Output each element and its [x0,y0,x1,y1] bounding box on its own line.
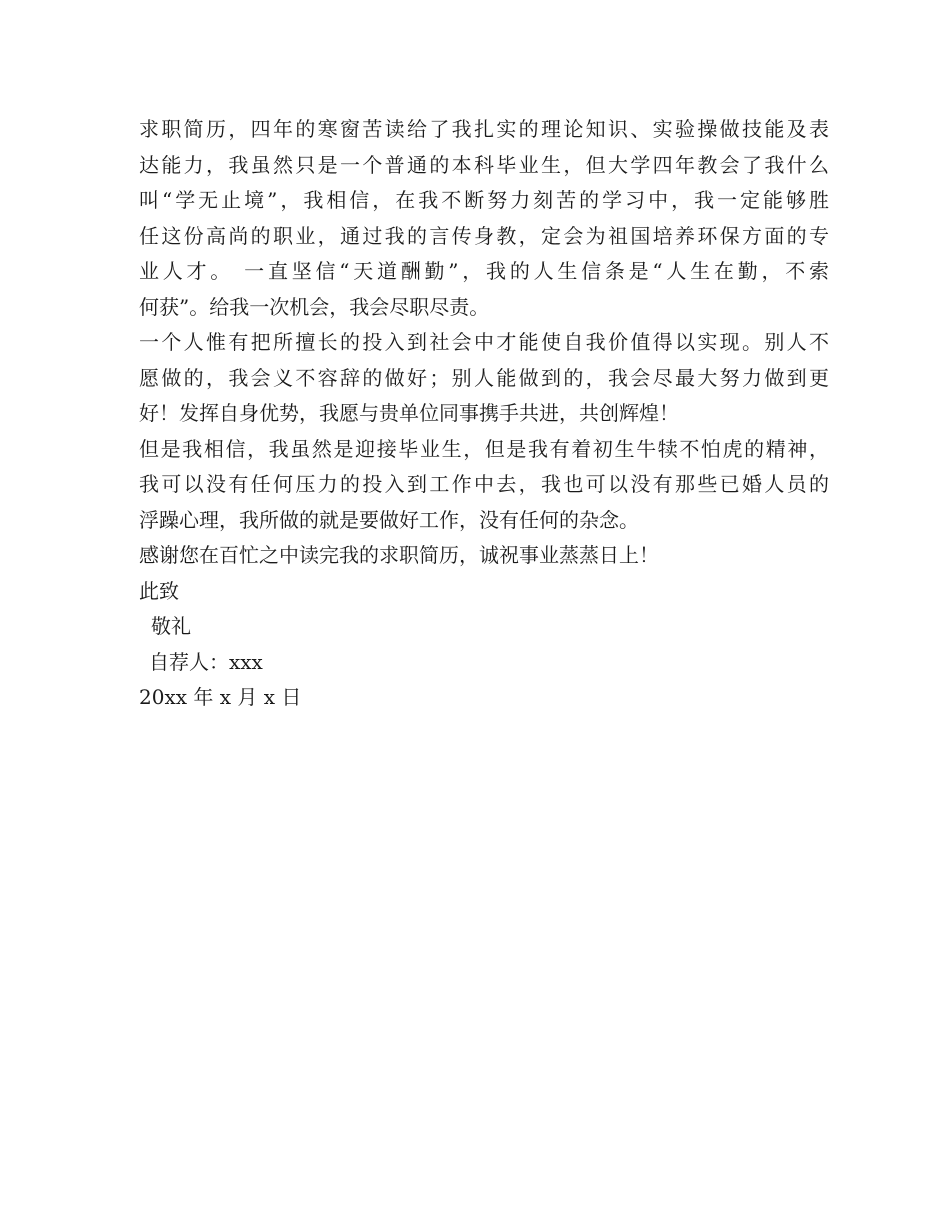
text-line: 达能力，我虽然只是一个普通的本科毕业生，但大学四年教会了我什么 [139,152,829,177]
signature: 自荐人：xxx [149,649,263,674]
letter-body [139,112,829,716]
text-line: 感谢您在百忙之中读完我的求职简历，诚祝事业蒸蒸日上！ [139,543,659,567]
salutation: 此致 [139,578,179,603]
paragraph-4 [139,538,829,574]
paragraph-1 [139,112,829,325]
text-line: 任这份高尚的职业，通过我的言传身教，定会为祖国培养环保方面的专 [139,223,829,248]
text-line: 叫“学无止境”，我相信，在我不断努力刻苦的学习中，我一定能够胜 [139,188,829,212]
text-line: 求职简历，四年的寒窗苦读给了我扎实的理论知识、实验操做技能及表 [139,117,829,141]
paragraph-2 [139,325,829,432]
regards: 敬礼 [151,614,191,638]
text-line: 好！发挥自身优势，我愿与贵单位同事携手共进，共创辉煌！ [139,401,679,425]
text-line: 浮躁心理，我所做的就是要做好工作，没有任何的杂念。 [139,507,639,532]
paragraph-3 [139,432,829,539]
text-line: 我可以没有任何压力的投入到工作中去，我也可以没有那些已婚人员的 [139,472,829,496]
text-line: 一个人惟有把所擅长的投入到社会中才能使自我价值得以实现。别人不 [139,330,829,354]
text-line: 何获”。给我一次机会，我会尽职尽责。 [139,294,490,319]
closing-block [139,574,829,716]
date: 20xx 年 x 月 x 日 [139,685,302,709]
text-line: 但是我相信，我虽然是迎接毕业生，但是我有着初生牛犊不怕虎的精神， [139,436,829,461]
text-line: 愿做的，我会义不容辞的做好；别人能做到的，我会尽最大努力做到更 [139,365,829,390]
text-line: 业人才。 一直坚信“天道酬勤”，我的人生信条是“人生在勤，不索 [139,259,829,283]
